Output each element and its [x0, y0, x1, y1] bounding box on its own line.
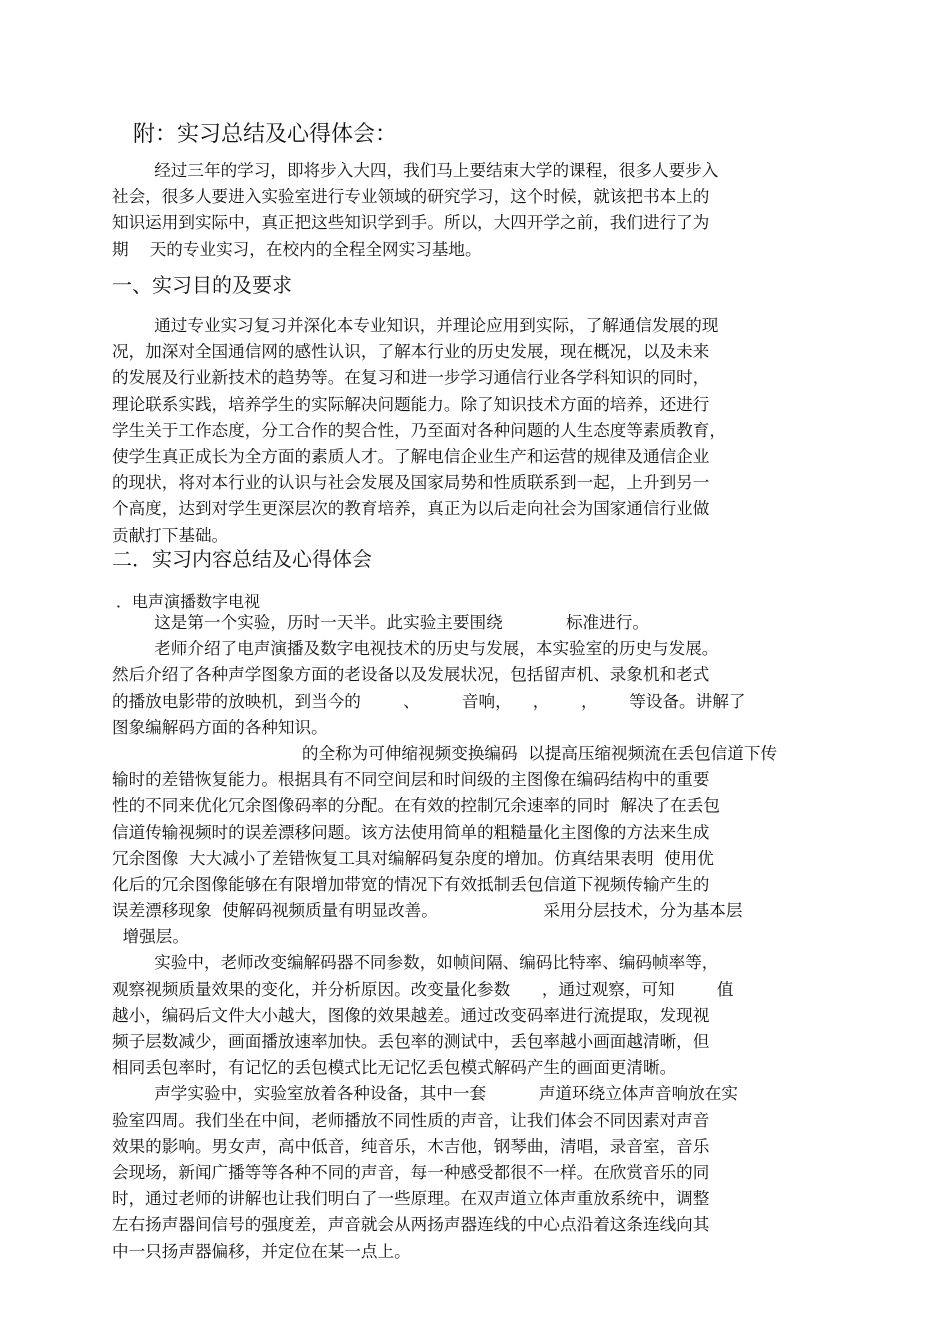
section1-line: 贡献打下基础。 — [112, 525, 229, 545]
section2-line: 老师介绍了电声演播及数字电视技术的历史与发展，本实验室的历史与发展。 — [112, 639, 719, 659]
section2-line: 增强层。 — [112, 927, 189, 947]
section2-line: 实验中，老师改变编解码器不同参数，如帧间隔、编码比特率、编码帧率等， — [112, 953, 719, 973]
section2-line: 频子层数减少，画面播放速率加快。丢包率的测试中，丢包率越小画面越清晰，但 — [112, 1032, 710, 1051]
section1-line: 个高度，达到对学生更深层次的教育培养，真正为以后走向社会为国家通信行业做 — [112, 499, 710, 519]
section2-paragraph — [112, 610, 812, 1265]
section2-subheading: ．电声演播数字电视 — [116, 592, 261, 611]
intro-line: 经过三年的学习，即将步入大四，我们马上要结束大学的课程，很多人要步入 — [112, 161, 719, 180]
section2-line: 然后介绍了各种声学图象方面的老设备以及发展状况，包括留声机、录象机和老式 — [112, 665, 710, 685]
section2-line: 信道传输视频时的误差漂移问题。该方法使用简单的粗糙量化主图像的方法来生成 — [112, 822, 710, 842]
section2-heading: 二．实习内容总结及心得体会 — [112, 547, 372, 571]
section1-line: 使学生真正成长为全方面的素质人才。了解电信企业生产和运营的规律及通信企业 — [112, 446, 710, 466]
section2-line: 冗余图像 大大减小了差错恢复工具对编解码复杂度的增加。仿真结果表明 使用优 — [112, 848, 714, 868]
section2-line: 效果的影响。男女声，高中低音，纯音乐，木吉他，钢琴曲，清唱，录音室，音乐 — [112, 1136, 710, 1156]
intro-line: 期 天的专业实习，在校内的全程全网实习基地。 — [112, 239, 482, 259]
section1-line: 的发展及行业新技术的趋势等。在复习和进一步学习通信行业各学科知识的同时， — [112, 368, 710, 388]
section2-line: 验室四周。我们坐在中间，老师播放不同性质的声音，让我们体会不同因素对声音 — [112, 1110, 710, 1130]
section2-line: 化后的冗余图像能够在有限增加带宽的情况下有效抵制丢包信道下视频传输产生的 — [112, 874, 710, 894]
section2-line: 左右扬声器间信号的强度差，声音就会从两扬声器连线的中心点沿着这条连线向其 — [112, 1215, 710, 1235]
section1-heading: 一、实习目的及要求 — [112, 273, 292, 297]
section1-line: 况，加深对全国通信网的感性认识，了解本行业的历史发展，现在概况，以及未来 — [112, 342, 710, 362]
section1-line: 的现状，将对本行业的认识与社会发展及国家局势和性质联系到一起，上升到另一 — [112, 473, 710, 493]
intro-line: 社会，很多人要进入实验室进行专业领域的研究学习，这个时候，就该把书本上的 — [112, 187, 710, 207]
intro-paragraph — [112, 158, 812, 263]
section2-line: 声学实验中，实验室放着各种设备，其中一套 声道环绕立体声音响放在实 — [112, 1084, 738, 1104]
section2-line: 越小，编码后文件大小越大，图像的效果越差。通过改变码率进行流提取，发现视 — [112, 1005, 710, 1025]
intro-line: 知识运用到实际中，真正把这些知识学到手。所以，大四开学之前，我们进行了为 — [112, 213, 710, 233]
section2-line: 观察视频质量效果的变化，并分析原因。改变量化参数 ，通过观察，可知 值 — [112, 979, 734, 999]
section2-line: 误差漂移现象 使解码视频质量有明显改善。 采用分层技术，分为基本层 — [112, 901, 743, 921]
section1-line: 理论联系实践，培养学生的实际解决问题能力。除了知识技术方面的培养，还进行 — [112, 394, 710, 414]
section1-line: 学生关于工作态度，分工合作的契合性，乃至面对各种问题的人生态度等素质教育， — [112, 420, 726, 440]
section2-line: 的全称为可伸缩视频变换编码 以提高压缩视频流在丢包信道下传 — [112, 743, 778, 763]
section2-line: 性的不同来优化冗余图像码率的分配。在有效的控制冗余速率的同时 解决了在丢包 — [112, 796, 720, 816]
page-title: 附：实习总结及心得体会： — [133, 122, 398, 147]
section2-line: 相同丢包率时，有记忆的丢包模式比无记忆丢包模式解码产生的画面更清晰。 — [112, 1058, 677, 1078]
section2-line: 时，通过老师的讲解也让我们明白了一些原理。在双声道立体声重放系统中，调整 — [112, 1189, 710, 1209]
section2-line: 中一只扬声器偏移，并定位在某一点上。 — [112, 1241, 411, 1261]
section2-line: 的播放电影带的放映机，到当今的 、 音响， ， ， 等设备。讲解了 — [112, 691, 746, 711]
section2-line: 图象编解码方面的各种知识。 — [112, 717, 328, 737]
section2-line: 会现场，新闻广播等等各种不同的声音，每一种感受都很不一样。在欣赏音乐的同 — [112, 1162, 710, 1182]
section2-line: 这是第一个实验，历时一天半。此实验主要围绕 标准进行。 — [112, 613, 649, 632]
section2-line: 输时的差错恢复能力。根据具有不同空间层和时间级的主图像在编码结构中的重要 — [112, 770, 710, 790]
section1-paragraph — [112, 313, 812, 549]
section1-line: 通过专业实习复习并深化本专业知识，并理论应用到实际，了解通信发展的现 — [112, 316, 719, 335]
